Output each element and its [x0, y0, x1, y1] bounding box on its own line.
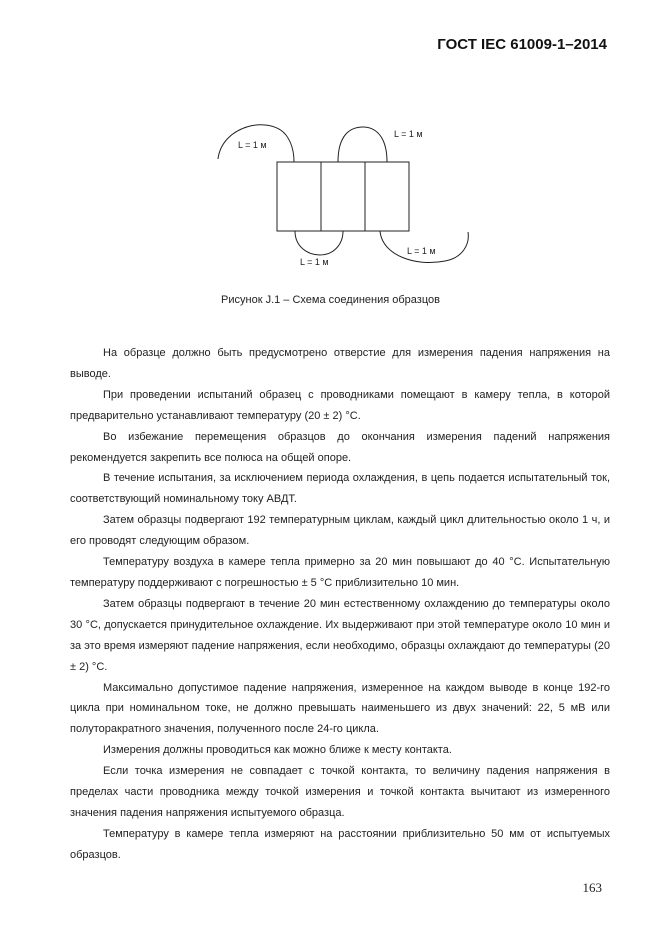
paragraph: Измерения должны проводиться как можно ближе к месту контакта.	[103, 744, 452, 757]
label-length-bottom-right: L = 1 м	[407, 246, 436, 256]
conductor-bottom-middle	[295, 231, 343, 255]
label-length-bottom-left: L = 1 м	[300, 257, 329, 267]
figure-caption: Рисунок J.1 – Схема соединения образцов	[221, 294, 440, 306]
document-header: ГОСТ IEC 61009-1–2014	[437, 36, 607, 53]
paragraph: Во избежание перемещения образцов до окончания измерения падений напряжения рекомендуется закрепить все полюса на общей опоре.	[70, 430, 610, 464]
paragraph: В течение испытания, за исключением периода охлаждения, в цепь подается испытательный ток, соответствующий номинальному току АВДТ.	[70, 472, 610, 506]
paragraph: Затем образцы подвергают в течение 20 мин естественному охлаждению до температуры около 30 °С, допускается принудительное охлаждение. Их выдерживают при этой температуре около 10 мин и за это время измеряют падение напряжения, если необходимо, образцы охлаждают до температуры (20 ± 2) °С.	[70, 597, 610, 673]
body-text	[70, 343, 610, 866]
paragraph: Если точка измерения не совпадает с точкой контакта, то величину падения напряжения в пределах части проводника между точкой измерения и точкой контакта вычитают из измеренного значения падения напряжения испытуемого образца.	[70, 765, 610, 819]
paragraph: На образце должно быть предусмотрено отверстие для измерения падения напряжения на выводе.	[70, 347, 610, 380]
page-number: 163	[582, 880, 602, 895]
sample-3	[365, 162, 409, 231]
label-length-top-right: L = 1 м	[394, 129, 423, 139]
paragraph: Температуру воздуха в камере тепла примерно за 20 мин повышают до 40 °С. Испытательную температуру поддерживают с погрешностью ± 5 °С приблизительно 10 мин.	[70, 556, 610, 589]
sample-2	[321, 162, 365, 231]
paragraph: Температуру в камере тепла измеряют на расстоянии приблизительно 50 мм от испытуемых образцов.	[70, 827, 610, 861]
label-length-top-left: L = 1 м	[238, 140, 267, 150]
connection-diagram	[200, 115, 490, 275]
paragraph: Затем образцы подвергают 192 температурным циклам, каждый цикл длительностью около 1 ч, и его проводят следующим образом.	[70, 514, 610, 548]
sample-1	[277, 162, 321, 231]
paragraph: Максимально допустимое падение напряжения, измеренное на каждом выводе в конце 192-го цикла при номинальном токе, не должно превышать наименьшего из двух значений: 22, 5 мВ или полуторакратного значения, полученного после 24-го цикла.	[70, 681, 610, 736]
conductor-top-middle	[338, 127, 387, 162]
paragraph: При проведении испытаний образец с проводниками помещают в камеру тепла, в которой предварительно устанавливают температуру (20 ± 2) °С.	[70, 388, 610, 422]
